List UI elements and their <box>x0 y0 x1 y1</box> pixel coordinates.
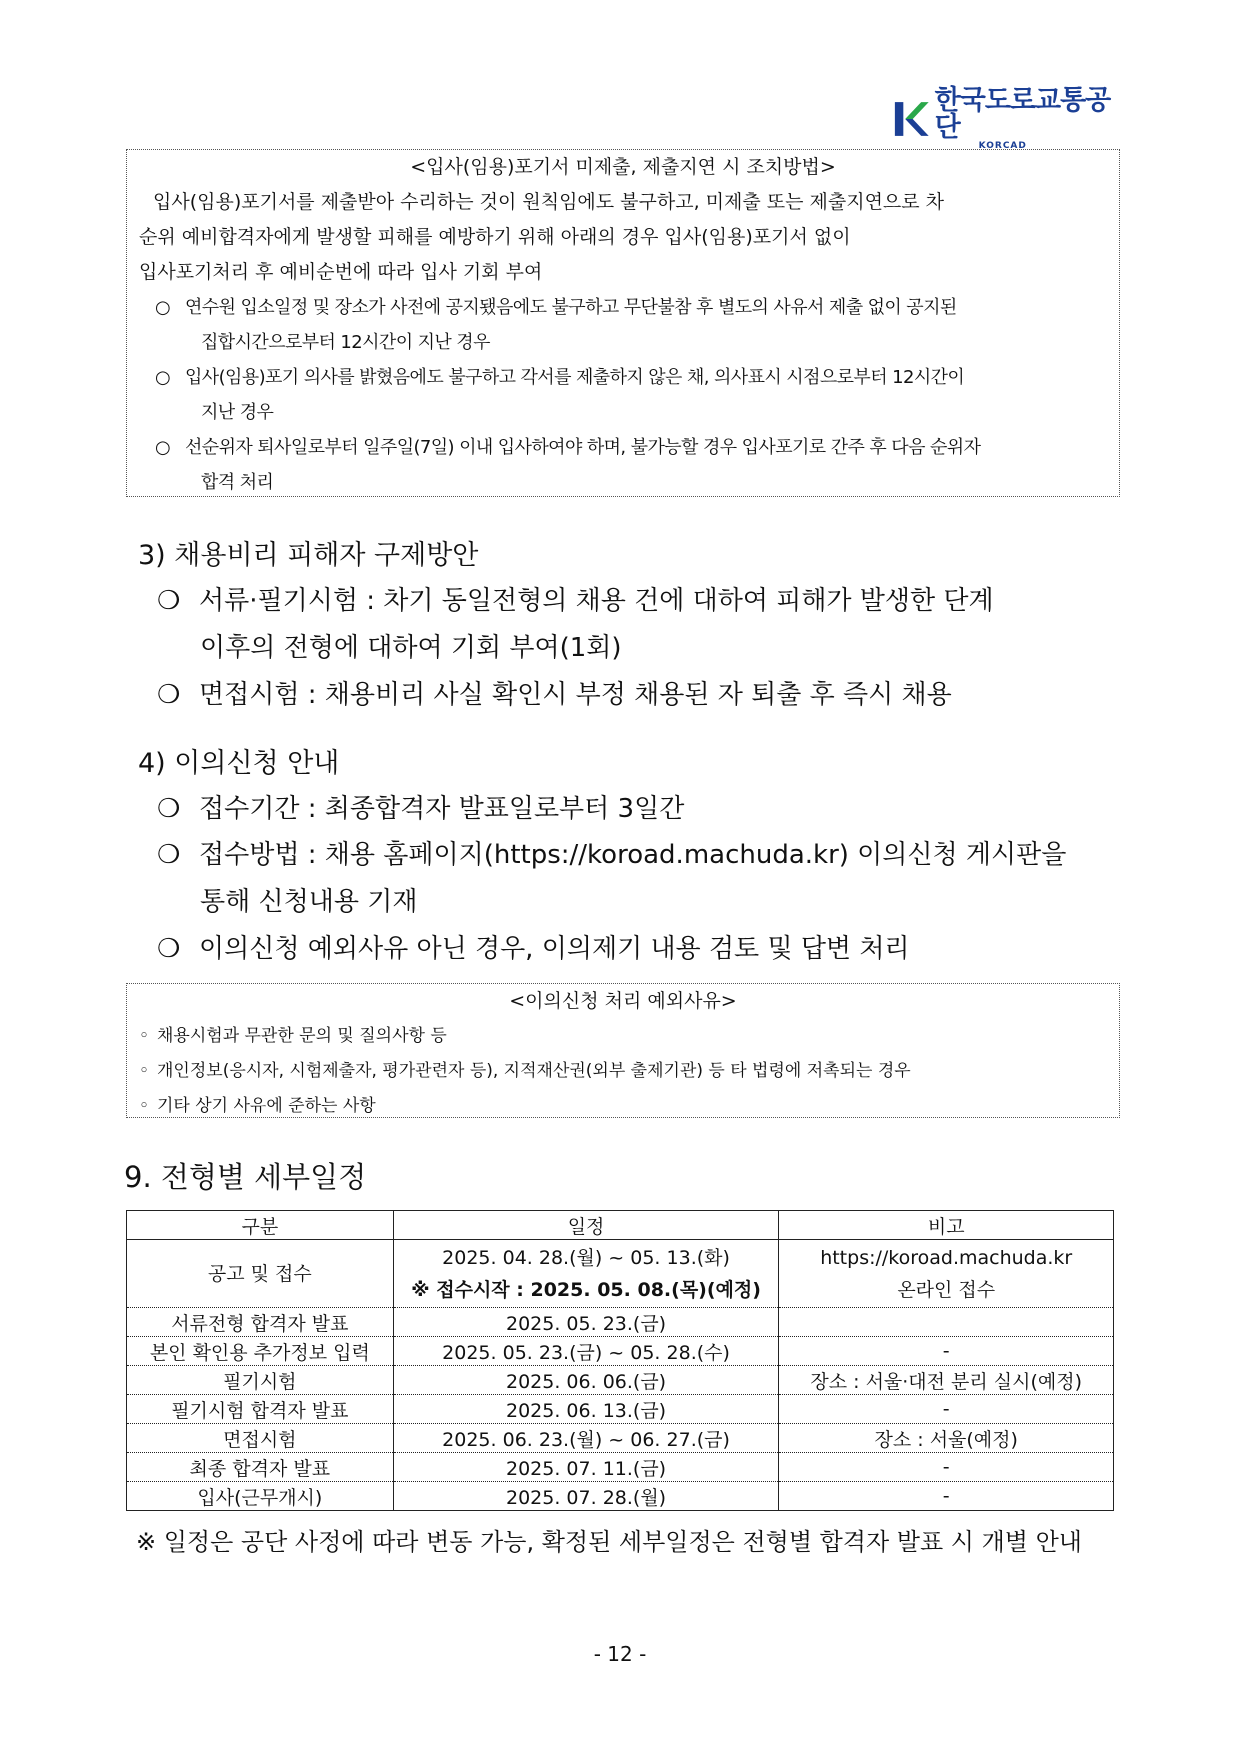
schedule-date: 2025. 06. 13.(금) <box>393 1395 779 1424</box>
schedule-category: 필기시험 합격자 발표 <box>127 1395 394 1424</box>
circle-bullet-icon: ❍ <box>157 840 181 870</box>
objection-exception-title: <이의신청 처리 예외사유> <box>509 990 737 1012</box>
schedule-note <box>779 1240 1114 1308</box>
section-4-item <box>157 788 1119 825</box>
notice-bullet-text: 선순위자 퇴사일로부터 일주일(7일) 이내 입사하여야 하며, 불가능할 경우 입사포기로 간주 후 다음 순위자 <box>185 437 981 458</box>
section-4-item-text: 이의신청 예외사유 아닌 경우, 이의제기 내용 검토 및 답변 처리 <box>199 934 910 964</box>
schedule-footnote: ※ 일정은 공단 사정에 따라 변동 가능, 확정된 세부일정은 전형별 합격자 발표 시 개별 안내 <box>136 1528 1082 1556</box>
notice-bullet-text: 연수원 입소일정 및 장소가 사전에 공지됐음에도 불구하고 무단불참 후 별도의 사유서 제출 없이 공지된 <box>185 297 957 318</box>
bullet-marker: ○ <box>155 367 171 388</box>
schedule-note: - <box>779 1453 1114 1482</box>
circle-bullet-icon: ❍ <box>157 680 181 710</box>
objection-exception-box <box>126 983 1120 1118</box>
schedule-header-row <box>127 1211 1114 1240</box>
notice-paragraph-line: 입사(임용)포기서를 제출받아 수리하는 것이 원칙임에도 불구하고, 미제출 또는 제출지연으로 차 <box>153 191 945 213</box>
column-header: 비고 <box>779 1211 1114 1240</box>
schedule-row <box>127 1424 1114 1453</box>
circle-bullet-icon: ❍ <box>157 794 181 824</box>
schedule-row <box>127 1240 1114 1308</box>
schedule-category: 면접시험 <box>127 1424 394 1453</box>
bullet-marker: ○ <box>155 297 171 318</box>
exception-item <box>139 1019 1107 1054</box>
schedule-date: 2025. 07. 28.(월) <box>393 1482 779 1511</box>
section-4-item-continued: 통해 신청내용 기재 <box>200 887 418 917</box>
notice-bullet <box>139 360 1107 395</box>
section-3-item-text: 면접시험 : 채용비리 사실 확인시 부정 채용된 자 퇴출 후 즉시 채용 <box>199 680 952 710</box>
schedule-note-line: https://koroad.machuda.kr <box>820 1246 1073 1269</box>
bullet-marker: ◦ <box>139 1096 150 1116</box>
section-3-item <box>157 674 1119 711</box>
schedule-category: 필기시험 <box>127 1366 394 1395</box>
schedule-note <box>779 1308 1114 1337</box>
notice-bullet-continued: 지난 경우 <box>201 402 274 423</box>
schedule-note: - <box>779 1337 1114 1366</box>
schedule-row <box>127 1482 1114 1511</box>
schedule-category: 서류전형 합격자 발표 <box>127 1308 394 1337</box>
notice-bullet-continued: 합격 처리 <box>201 472 274 493</box>
section-3-heading: 3) 채용비리 피해자 구제방안 <box>138 540 479 571</box>
bullet-marker: ◦ <box>139 1026 150 1046</box>
section-3-item-continued: 이후의 전형에 대하여 기회 부여(1회) <box>200 633 622 663</box>
schedule-date: 2025. 05. 23.(금) <box>393 1308 779 1337</box>
exception-item-text: 개인정보(응시자, 시험제출자, 평가관련자 등), 지적재산권(외부 출제기관) 등 타 법령에 저촉되는 경우 <box>157 1061 911 1081</box>
schedule-category: 공고 및 접수 <box>127 1240 394 1308</box>
schedule-date: 2025. 06. 23.(월) ~ 06. 27.(금) <box>393 1424 779 1453</box>
notice-paragraph-line: 순위 예비합격자에게 발생할 피해를 예방하기 위해 아래의 경우 입사(임용)포기서 없이 <box>139 226 851 248</box>
schedule-row <box>127 1395 1114 1424</box>
page-number: - 12 - <box>593 1642 647 1666</box>
notice-bullet <box>139 290 1107 325</box>
notice-bullet-continued: 집합시간으로부터 12시간이 지난 경우 <box>201 332 490 353</box>
section-4-item-text: 접수방법 : 채용 홈페이지(https://koroad.machuda.kr) 이의신청 게시판을 <box>199 840 1067 870</box>
korcad-logo <box>893 85 1123 151</box>
section-3-item-text: 서류·필기시험 : 차기 동일전형의 채용 건에 대하여 피해가 발생한 단계 <box>199 586 994 616</box>
exception-item <box>139 1089 1107 1124</box>
section-4-item-text: 접수기간 : 최종합격자 발표일로부터 3일간 <box>199 794 685 824</box>
schedule-table <box>126 1210 1114 1511</box>
column-header: 일정 <box>393 1211 779 1240</box>
exception-item <box>139 1054 1107 1089</box>
resignation-notice-box <box>126 149 1120 497</box>
schedule-category: 본인 확인용 추가정보 입력 <box>127 1337 394 1366</box>
section-4-item <box>157 928 1119 965</box>
schedule-date: 2025. 05. 23.(금) ~ 05. 28.(수) <box>393 1337 779 1366</box>
schedule-row <box>127 1308 1114 1337</box>
column-header: 구분 <box>127 1211 394 1240</box>
notice-paragraph-line: 입사포기처리 후 예비순번에 따라 입사 기회 부여 <box>139 261 543 283</box>
schedule-note: 장소 : 서울·대전 분리 실시(예정) <box>779 1366 1114 1395</box>
schedule-date-line: 2025. 04. 28.(월) ~ 05. 13.(화) <box>442 1246 730 1269</box>
exception-item-text: 채용시험과 무관한 문의 및 질의사항 등 <box>157 1026 447 1046</box>
schedule-row <box>127 1366 1114 1395</box>
logo-text: 한국도로교통공단 <box>934 85 1111 143</box>
resignation-notice-title: <입사(임용)포기서 미제출, 제출지연 시 조치방법> <box>410 156 836 178</box>
bullet-marker: ◦ <box>139 1061 150 1081</box>
schedule-date: 2025. 07. 11.(금) <box>393 1453 779 1482</box>
section-3-item <box>157 580 1119 617</box>
notice-bullet <box>139 430 1107 465</box>
schedule-note: - <box>779 1482 1114 1511</box>
schedule-category: 최종 합격자 발표 <box>127 1453 394 1482</box>
schedule-category: 입사(근무개시) <box>127 1482 394 1511</box>
schedule-note: 장소 : 서울(예정) <box>779 1424 1114 1453</box>
bullet-marker: ○ <box>155 437 171 458</box>
section-4-heading: 4) 이의신청 안내 <box>138 748 340 779</box>
circle-bullet-icon: ❍ <box>157 934 181 964</box>
schedule-note-line: 온라인 접수 <box>897 1278 996 1301</box>
schedule-row <box>127 1453 1114 1482</box>
schedule-row <box>127 1337 1114 1366</box>
section-9-title: 9. 전형별 세부일정 <box>124 1160 367 1194</box>
schedule-date-note: ※ 접수시작 : 2025. 05. 08.(목)(예정) <box>411 1278 761 1301</box>
korcad-logo-icon <box>893 99 929 139</box>
circle-bullet-icon: ❍ <box>157 586 181 616</box>
section-4-item <box>157 834 1119 871</box>
schedule-date <box>393 1240 779 1308</box>
logo-subtext: KORCAD <box>978 141 1027 151</box>
schedule-date: 2025. 06. 06.(금) <box>393 1366 779 1395</box>
schedule-note: - <box>779 1395 1114 1424</box>
notice-bullet-text: 입사(임용)포기 의사를 밝혔음에도 불구하고 각서를 제출하지 않은 채, 의사표시 시점으로부터 12시간이 <box>185 367 965 388</box>
exception-item-text: 기타 상기 사유에 준하는 사항 <box>157 1096 376 1116</box>
